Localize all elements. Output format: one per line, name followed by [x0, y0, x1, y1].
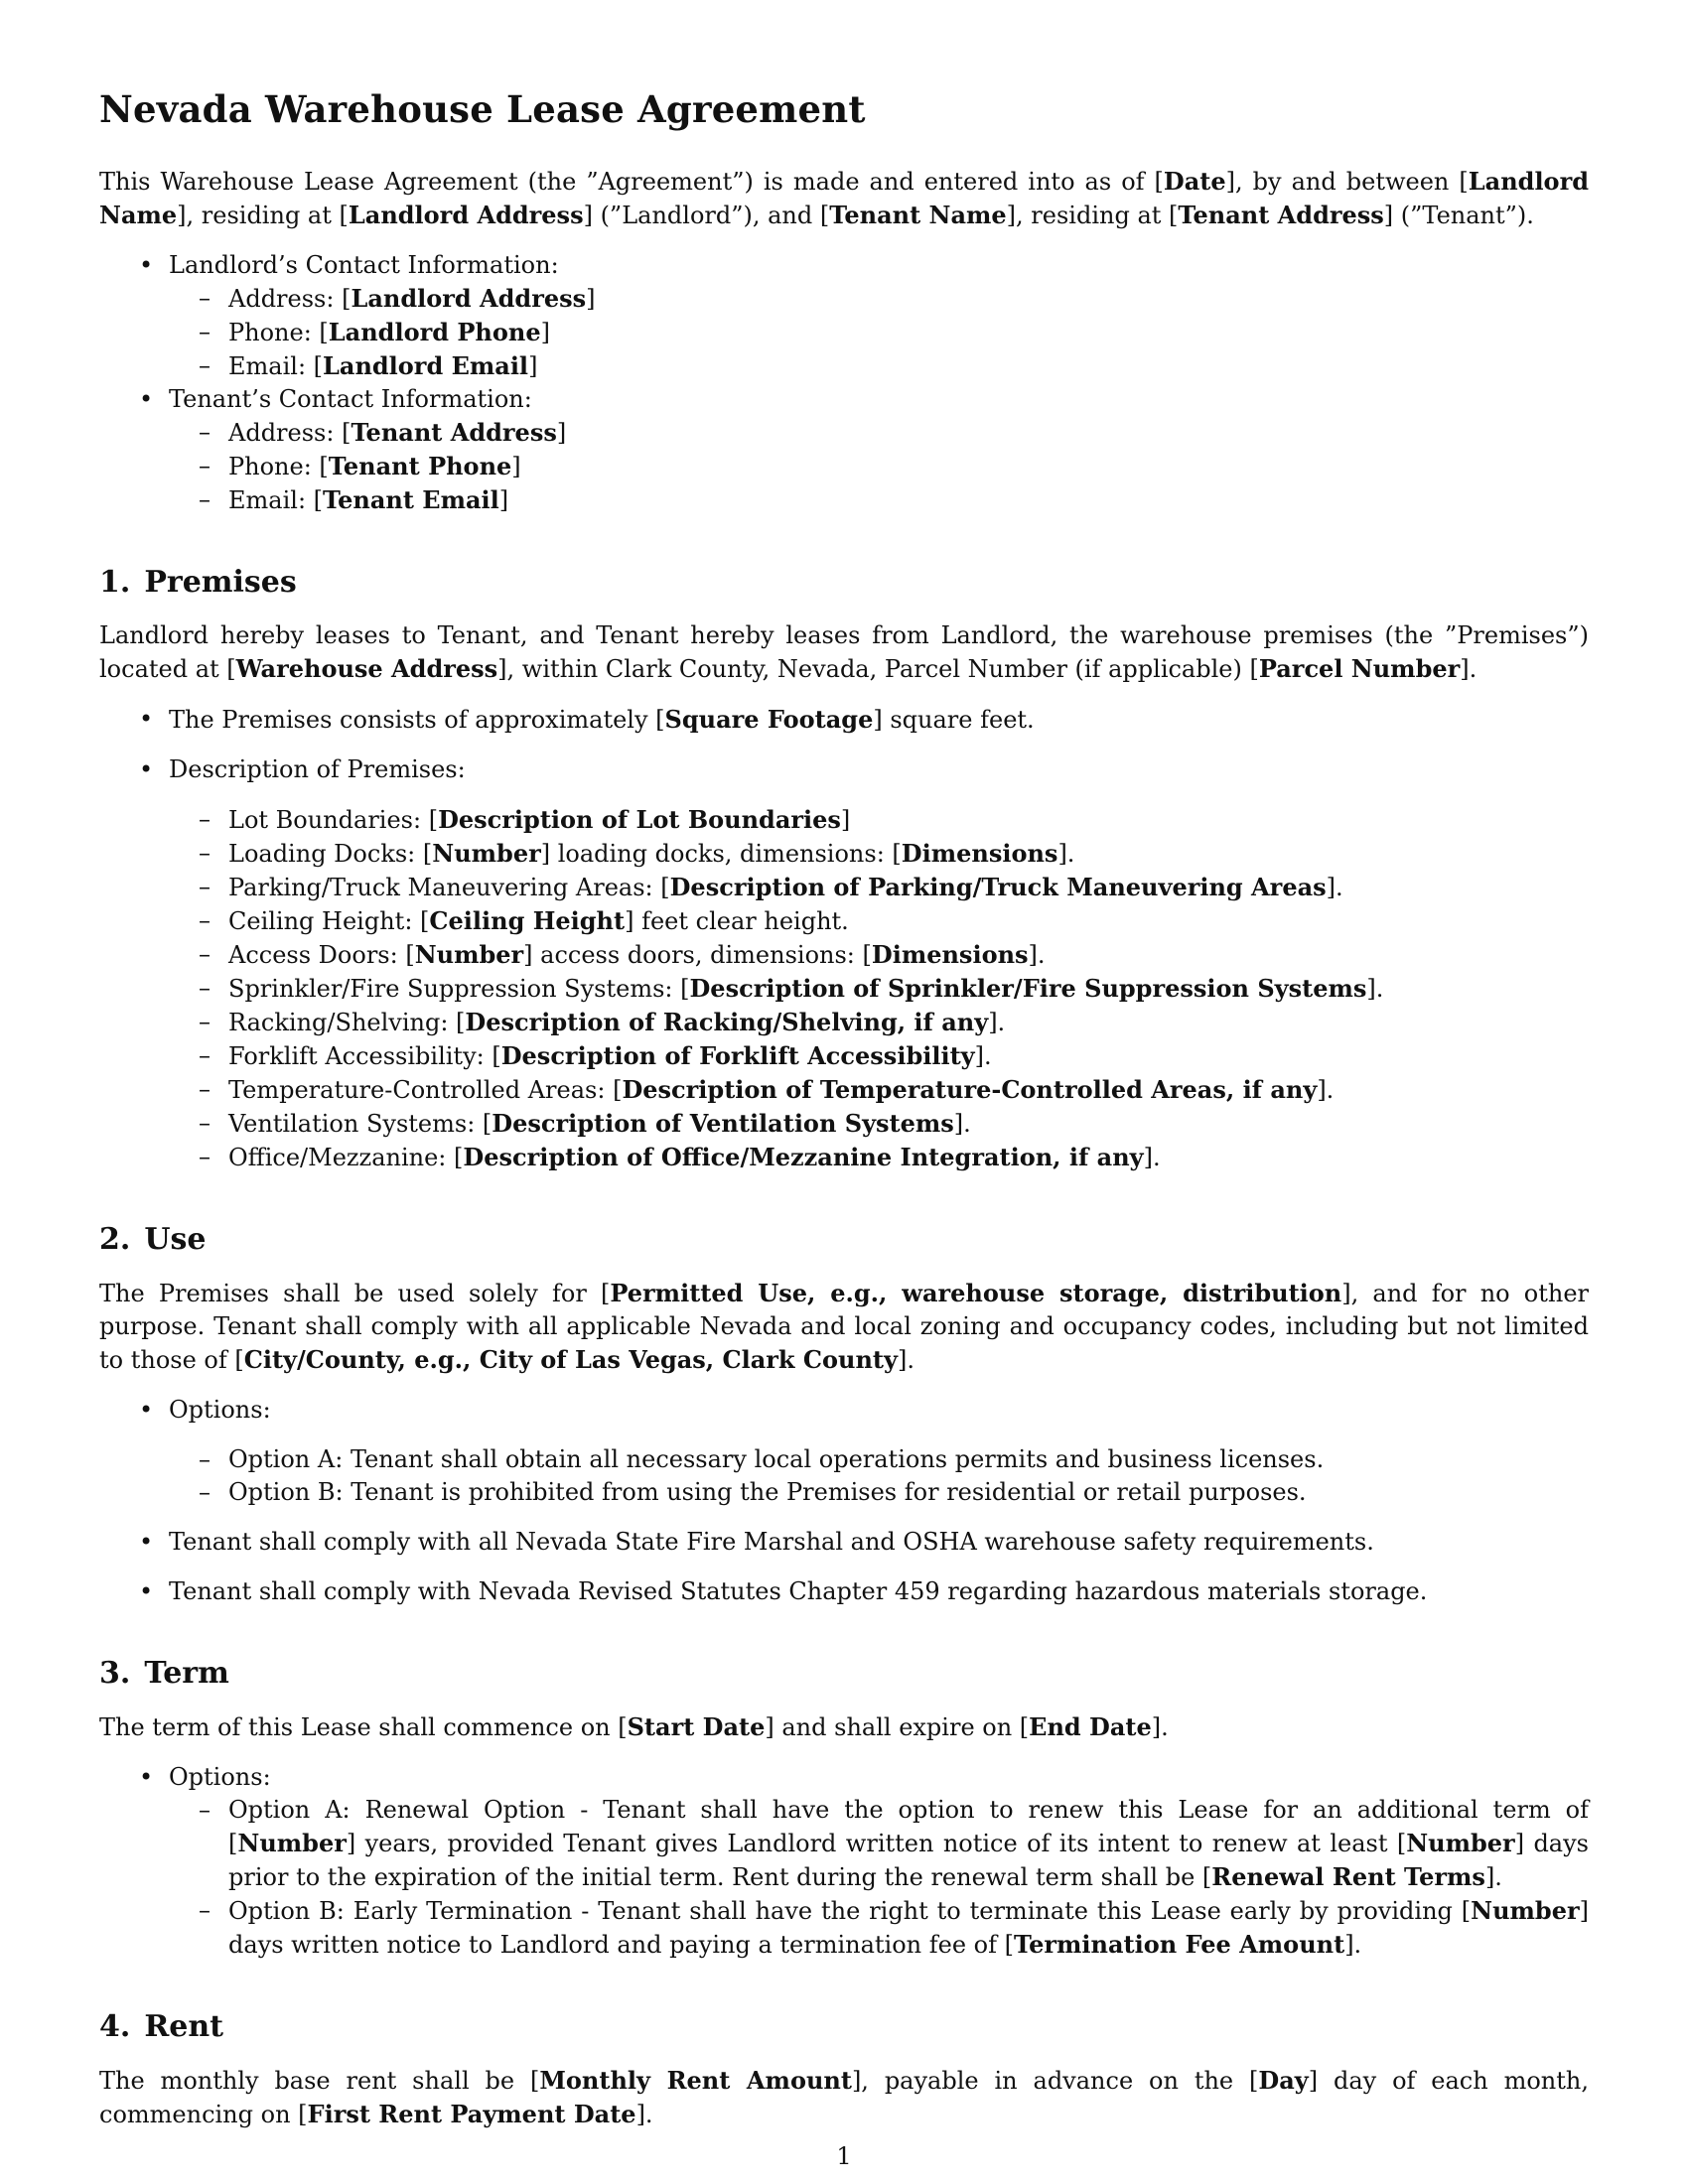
item-field: Number	[432, 839, 541, 868]
item-end: ].	[1317, 1076, 1335, 1104]
contact-value: Tenant Address	[351, 418, 557, 447]
option-text: ] days prior to the expiration of the initial term. Rent during the renewal term shall be [	[228, 1830, 1589, 1891]
contact-value: Landlord Email	[323, 351, 529, 380]
section-heading-term	[99, 1656, 1589, 1691]
section-heading-use	[99, 1222, 1589, 1257]
contact-label: Phone: [	[228, 453, 329, 480]
field-date: Date	[1163, 167, 1226, 196]
field-city-county: City/County, e.g., City of Las Vegas, Clark County	[243, 1345, 898, 1374]
contact-end: ]	[528, 352, 538, 380]
item-field: Number	[414, 940, 524, 969]
term-text: ].	[1151, 1713, 1169, 1741]
section-heading-premises	[99, 565, 1589, 600]
item-field: Description of Racking/Shelving, if any	[465, 1008, 989, 1036]
item-end: ].	[1366, 975, 1384, 1003]
item-end: ].	[974, 1042, 992, 1070]
page-number: 1	[836, 2142, 852, 2170]
term-list	[99, 1761, 1589, 1962]
premises-list	[99, 703, 1589, 1174]
tenant-contact-heading: • Tenant’s Contact Information:	[99, 383, 1589, 416]
list-text: ] square feet.	[873, 706, 1035, 734]
term-paragraph	[99, 1710, 1589, 1744]
rent-text: ], payable in advance on the [	[851, 2067, 1259, 2095]
premises-square-footage	[99, 703, 1589, 737]
item-text: ] access doors, dimensions: [	[523, 941, 872, 969]
contact-value: Tenant Email	[323, 485, 499, 514]
term-option-b	[99, 1894, 1589, 1962]
item-label: Ventilation Systems: [	[228, 1110, 492, 1138]
item-field: Dimensions	[871, 940, 1029, 969]
rent-text: ].	[635, 2101, 653, 2128]
contact-label: Address: [	[228, 285, 352, 313]
intro-paragraph	[99, 165, 1589, 232]
item-end: ].	[1143, 1144, 1161, 1171]
use-text: ].	[897, 1346, 914, 1374]
document-body	[99, 87, 1589, 2131]
tenant-contact-email	[99, 483, 1589, 517]
item-field: Description of Ventilation Systems	[492, 1109, 954, 1138]
item-field: Description of Parking/Truck Maneuvering Areas	[669, 873, 1327, 901]
item-field: Description of Sprinkler/Fire Suppression Systems	[689, 974, 1367, 1003]
item-field: Description of Office/Mezzanine Integration, if any	[463, 1143, 1144, 1171]
option-field: Number	[1406, 1829, 1515, 1857]
item-field: Ceiling Height	[429, 906, 626, 935]
intro-text: ], residing at [	[1006, 202, 1179, 229]
item-end: ].	[953, 1110, 971, 1138]
option-field: Number	[1471, 1896, 1580, 1925]
option-field: Renewal Rent Terms	[1211, 1862, 1485, 1891]
option-text: Option B: Early Termination - Tenant shall have the right to terminate this Lease early by providing [	[228, 1897, 1472, 1925]
contact-value: Landlord Phone	[328, 318, 541, 346]
contact-end: ]	[498, 486, 509, 514]
section-heading-rent	[99, 2009, 1589, 2044]
premises-item	[99, 1006, 1589, 1039]
field-first-payment-date: First Rent Payment Date	[307, 2100, 636, 2128]
item-label: Parking/Truck Maneuvering Areas: [	[228, 874, 670, 901]
premises-item	[99, 1141, 1589, 1174]
term-option-a	[99, 1794, 1589, 1894]
section-number: 2.	[99, 1222, 131, 1257]
premises-text: ], within Clark County, Nevada, Parcel Number (if applicable) [	[497, 655, 1259, 683]
option-text: ].	[1344, 1931, 1362, 1959]
field-permitted-use: Permitted Use, e.g., warehouse storage, distribution	[610, 1279, 1342, 1307]
item-field: Description of Lot Boundaries	[438, 805, 841, 834]
option-text: ] days written notice to Landlord and paying a termination fee of [	[228, 1897, 1589, 1959]
landlord-contact-email	[99, 349, 1589, 383]
option-field: Termination Fee Amount	[1014, 1930, 1345, 1959]
item-label: Racking/Shelving: [	[228, 1009, 466, 1036]
term-options-heading: • Options:	[99, 1761, 1589, 1794]
field-day: Day	[1258, 2066, 1309, 2095]
item-label: Office/Mezzanine: [	[228, 1144, 464, 1171]
field-tenant-address: Tenant Address	[1178, 201, 1384, 229]
use-list	[99, 1394, 1589, 1608]
list-text: The Premises consists of approximately [	[169, 706, 665, 734]
intro-text: This Warehouse Lease Agreement (the ”Agreement”) is made and entered into as of [	[99, 168, 1164, 196]
intro-text: ], by and between [	[1225, 168, 1469, 196]
intro-text: ], residing at [	[177, 202, 349, 229]
premises-text: Landlord hereby leases to Tenant, and Tenant hereby leases from Landlord, the warehouse premises (the ”Premises”) located at [	[99, 621, 1589, 683]
premises-item	[99, 871, 1589, 904]
rent-text: ] day of each month, commencing on [	[99, 2067, 1589, 2128]
use-option-a: – Option A: Tenant shall obtain all necessary local operations permits and business licenses.	[99, 1443, 1589, 1476]
use-options-heading: • Options:	[99, 1394, 1589, 1427]
section-number: 1.	[99, 565, 131, 600]
use-option-b: – Option B: Tenant is prohibited from using the Premises for residential or retail purposes.	[99, 1476, 1589, 1509]
term-text: The term of this Lease shall commence on [	[99, 1713, 628, 1741]
item-end: ].	[1057, 840, 1075, 868]
item-field: Description of Temperature-Controlled Areas, if any	[622, 1075, 1318, 1104]
contact-end: ]	[556, 419, 567, 447]
item-label: Ceiling Height: [	[228, 907, 430, 935]
term-text: ] and shall expire on [	[765, 1713, 1030, 1741]
item-label: Sprinkler/Fire Suppression Systems: [	[228, 975, 690, 1003]
use-fire-safety: • Tenant shall comply with all Nevada State Fire Marshal and OSHA warehouse safety requirements.	[99, 1526, 1589, 1559]
item-text: ] loading docks, dimensions: [	[540, 840, 902, 868]
option-text: ] years, provided Tenant gives Landlord written notice of its intent to renew at least [	[346, 1830, 1407, 1857]
rent-paragraph	[99, 2064, 1589, 2131]
premises-item	[99, 972, 1589, 1006]
contact-label: Email: [	[228, 352, 324, 380]
landlord-contact-phone	[99, 316, 1589, 349]
contact-end: ]	[540, 319, 550, 346]
tenant-contact-address	[99, 416, 1589, 450]
field-landlord-name: Landlord Name	[99, 167, 1589, 229]
premises-item	[99, 803, 1589, 837]
premises-paragraph	[99, 619, 1589, 686]
item-field: Dimensions	[901, 839, 1058, 868]
field-warehouse-address: Warehouse Address	[235, 654, 498, 683]
premises-item	[99, 938, 1589, 972]
contact-label: Address: [	[228, 419, 352, 447]
premises-item	[99, 1107, 1589, 1141]
item-end: ].	[1028, 941, 1046, 969]
section-title: Rent	[144, 2009, 224, 2044]
item-label: Temperature-Controlled Areas: [	[228, 1076, 623, 1104]
landlord-contact-heading: • Landlord’s Contact Information:	[99, 249, 1589, 282]
field-tenant-name: Tenant Name	[829, 201, 1007, 229]
option-field: Number	[237, 1829, 347, 1857]
field-landlord-address: Landlord Address	[348, 201, 584, 229]
premises-item	[99, 1073, 1589, 1107]
option-text: ].	[1484, 1863, 1502, 1891]
premises-description-heading: • Description of Premises:	[99, 753, 1589, 786]
contact-value: Tenant Phone	[328, 452, 512, 480]
contact-end: ]	[511, 453, 521, 480]
option-text: Option A: Renewal Option - Tenant shall have the option to renew this Lease for an additional term of [	[228, 1796, 1589, 1857]
item-label: Loading Docks: [	[228, 840, 433, 868]
item-end: ]	[840, 806, 851, 834]
field-parcel-number: Parcel Number	[1258, 654, 1461, 683]
section-title: Term	[144, 1656, 229, 1691]
item-end: ].	[1326, 874, 1343, 901]
field-end-date: End Date	[1029, 1712, 1152, 1741]
landlord-contact-address	[99, 282, 1589, 316]
use-text: ], and for no other purpose. Tenant shall comply with all applicable Nevada and local zoning and occupancy codes, including but not limited to those of [	[99, 1280, 1589, 1374]
section-number: 4.	[99, 2009, 131, 2044]
item-label: Forklift Accessibility: [	[228, 1042, 501, 1070]
use-text: The Premises shall be used solely for [	[99, 1280, 611, 1307]
use-hazmat: • Tenant shall comply with Nevada Revised Statutes Chapter 459 regarding hazardous materials storage.	[99, 1575, 1589, 1608]
item-label: Lot Boundaries: [	[228, 806, 439, 834]
premises-item	[99, 837, 1589, 871]
field-monthly-rent: Monthly Rent Amount	[539, 2066, 852, 2095]
section-title: Use	[144, 1222, 207, 1257]
contact-list	[99, 249, 1589, 517]
intro-text: ] (”Landlord”), and [	[583, 202, 830, 229]
rent-text: The monthly base rent shall be [	[99, 2067, 540, 2095]
premises-item	[99, 904, 1589, 938]
item-end: ] feet clear height.	[625, 907, 849, 935]
intro-text: ] (”Tenant”).	[1383, 202, 1534, 229]
field-square-footage: Square Footage	[664, 705, 874, 734]
contact-value: Landlord Address	[351, 284, 587, 313]
item-label: Access Doors: [	[228, 941, 415, 969]
section-title: Premises	[144, 565, 297, 600]
premises-text: ].	[1460, 655, 1477, 683]
use-paragraph	[99, 1277, 1589, 1377]
contact-end: ]	[586, 285, 596, 313]
item-end: ].	[988, 1009, 1006, 1036]
field-start-date: Start Date	[627, 1712, 766, 1741]
tenant-contact-phone	[99, 450, 1589, 483]
document-title: Nevada Warehouse Lease Agreement	[99, 87, 866, 131]
section-number: 3.	[99, 1656, 131, 1691]
contact-label: Phone: [	[228, 319, 329, 346]
premises-item	[99, 1039, 1589, 1073]
item-field: Description of Forklift Accessibility	[500, 1041, 975, 1070]
contact-label: Email: [	[228, 486, 324, 514]
